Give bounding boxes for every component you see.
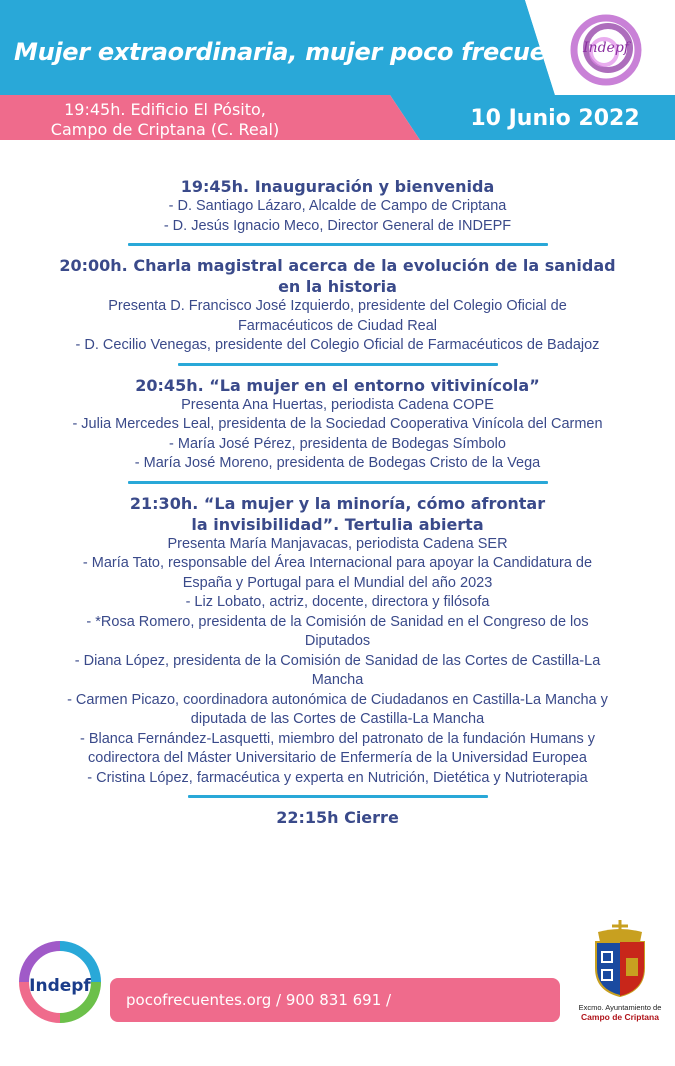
- session-heading: 22:15h Cierre: [276, 808, 399, 827]
- participant-line: - Liz Lobato, actriz, docente, directora y filósofa: [185, 594, 490, 610]
- venue-info: [20, 100, 310, 140]
- venue-line: 19:45h. Edificio El Pósito,: [64, 100, 266, 119]
- program-block-closing: [20, 807, 655, 828]
- program-block-roundtable: [20, 493, 655, 789]
- session-heading: la invisibilidad”. Tertulia abierta: [191, 514, 484, 534]
- participant-line: - María Tato, responsable del Área Internacional para apoyar la Candidatura de: [82, 555, 593, 571]
- participant-line: - *Rosa Romero, presidenta de la Comisión de Sanidad en el Congreso de los: [86, 613, 589, 630]
- logo-text: Indepf: [583, 40, 629, 56]
- session-heading: 20:00h. Charla magistral acerca de la evolución de la sanidad: [59, 256, 616, 275]
- program-block-lecture: [20, 255, 655, 356]
- participant-line: - D. Santiago Lázaro, Alcalde de Campo de Criptana: [168, 198, 507, 214]
- contact-bar: pocofrecuentes.org / 900 831 691 / info@pocofrecuentes.org: [110, 978, 560, 1022]
- participant-line: España y Portugal para el Mundial del año 2023: [182, 574, 493, 591]
- event-title: Mujer extraordinaria, mujer poco frecuente: [14, 38, 590, 66]
- participant-line: - Julia Mercedes Leal, presidenta de la Sociedad Cooperativa Vinícola del Carmen: [72, 416, 603, 432]
- venue-line: Campo de Criptana (C. Real): [50, 120, 280, 139]
- participant-line: Mancha: [311, 672, 364, 688]
- participant-line: - D. Cecilio Venegas, presidente del Colegio Oficial de Farmacéuticos de Badajoz: [75, 337, 600, 353]
- participant-line: diputada de las Cortes de Castilla-La Mancha: [190, 711, 485, 727]
- divider: [178, 363, 498, 366]
- session-heading: en la historia: [278, 277, 397, 296]
- divider: [128, 243, 548, 246]
- participant-line: - Diana López, presidenta de la Comisión de Sanidad de las Cortes de Castilla-La: [74, 652, 601, 669]
- logo-text: Indepf: [29, 976, 91, 996]
- session-heading: 19:45h. Inauguración y bienvenida: [180, 177, 495, 196]
- indepf-logo: [566, 10, 646, 90]
- participant-line: Diputados: [304, 633, 371, 649]
- ayuntamiento-label: Excmo. Ayuntamiento de: [578, 1003, 662, 1012]
- session-heading: 20:45h. “La mujer en el entorno vitivinícola”: [135, 375, 540, 395]
- participant-line: Presenta D. Francisco José Izquierdo, presidente del Colegio Oficial de: [108, 298, 567, 314]
- session-heading: 21:30h. “La mujer y la minoría, cómo afrontar: [129, 493, 546, 513]
- indepf-footer-logo: [18, 940, 102, 1024]
- divider: [128, 481, 548, 484]
- program-block-wine: [20, 375, 655, 474]
- participant-line: - D. Jesús Ignacio Meco, Director General de INDEPF: [163, 217, 512, 234]
- participant-line: Farmacéuticos de Ciudad Real: [237, 317, 438, 334]
- event-date: 10 Junio 2022: [470, 106, 640, 131]
- divider: [188, 795, 488, 798]
- coat-of-arms-icon: [590, 918, 650, 998]
- participant-line: codirectora del Máster Universitario de Enfermería de la Universidad Europea: [88, 750, 587, 766]
- program: [20, 176, 655, 828]
- program-block-opening: [20, 176, 655, 236]
- participant-line: - Carmen Picazo, coordinadora autonómica de Ciudadanos en Castilla-La Mancha y: [67, 691, 608, 708]
- participant-line: - Cristina López, farmacéutica y experta en Nutrición, Dietética y Nutrioterapia: [87, 769, 588, 786]
- participant-line: - María José Pérez, presidenta de Bodegas Símbolo: [169, 435, 506, 452]
- participant-line: Presenta Ana Huertas, periodista Cadena COPE: [181, 396, 494, 413]
- participant-line: - Blanca Fernández-Lasquetti, miembro del patronato de la fundación Humans y: [79, 730, 596, 747]
- participant-line: - María José Moreno, presidenta de Bodegas Cristo de la Vega: [134, 455, 541, 471]
- participant-line: Presenta María Manjavacas, periodista Cadena SER: [167, 535, 508, 552]
- ayuntamiento-name: Campo de Criptana: [581, 1012, 659, 1022]
